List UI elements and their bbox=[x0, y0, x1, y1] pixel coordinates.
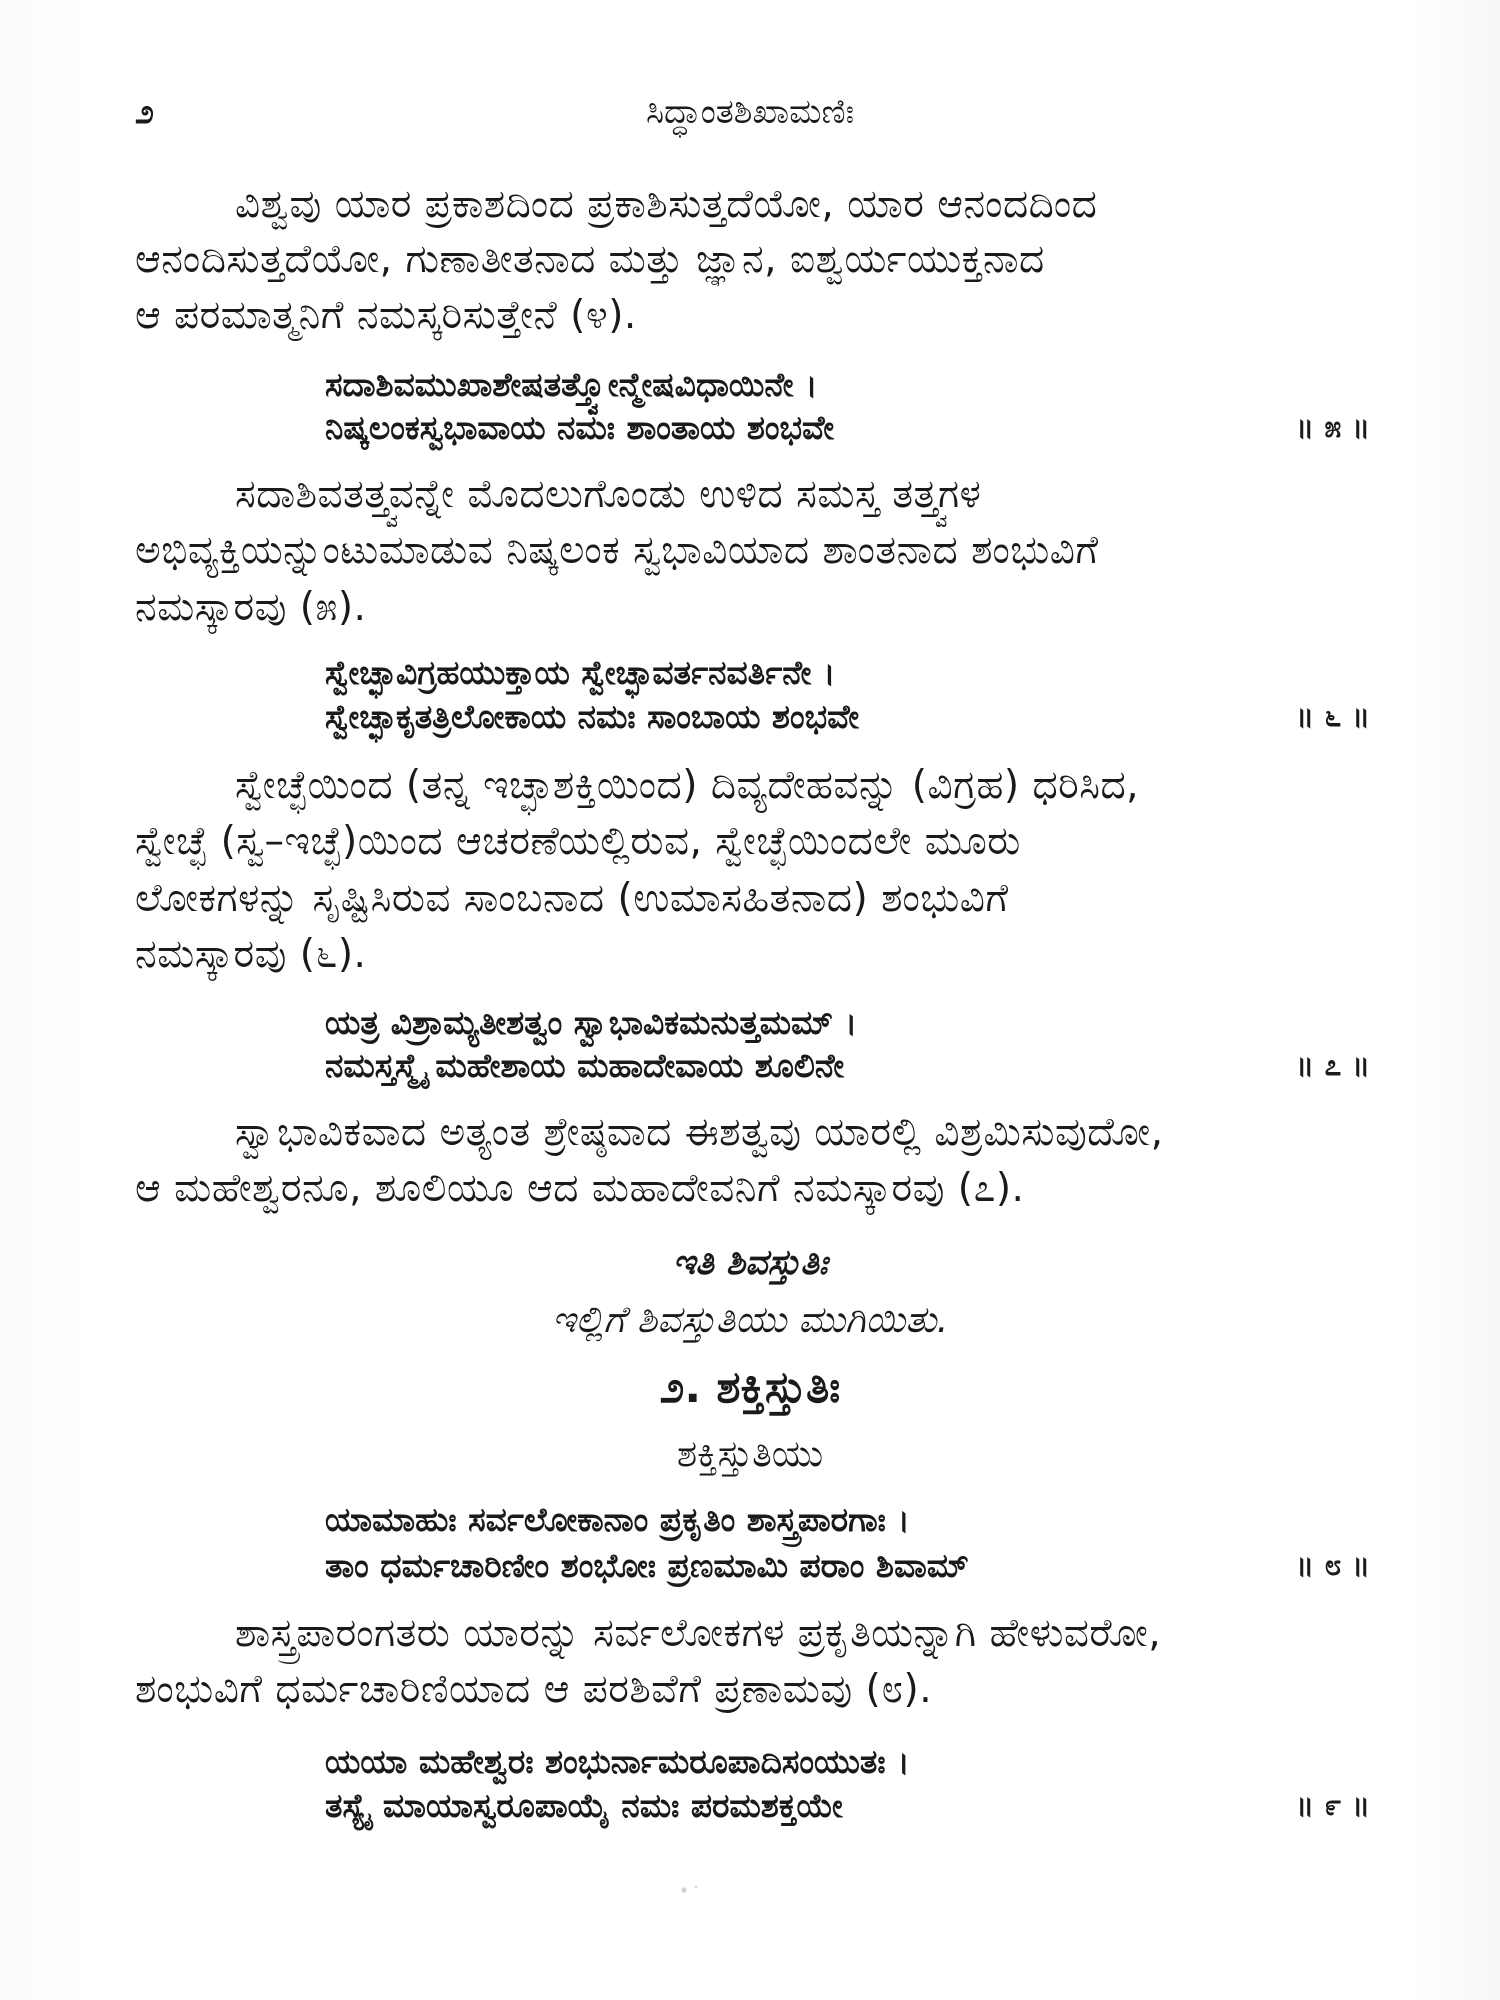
running-title: ಸಿದ್ಧಾಂತಶಿಖಾಮಣಿಃ bbox=[645, 92, 855, 132]
prose-line: ಅಭಿವ್ಯಕ್ತಿಯನ್ನುಂಟುಮಾಡುವ ನಿಷ್ಕಲಂಕ ಸ್ವಭಾವಿಯಾದ ಶಾಂತನಾದ ಶಂಭುವಿಗೆ bbox=[135, 528, 1099, 573]
prose-line: ಸ್ವೇಚ್ಛೆಯಿಂದ (ತನ್ನ ಇಚ್ಛಾಶಕ್ತಿಯಿಂದ) ದಿವ್ಯದೇಹವನ್ನು (ವಿಗ್ರಹ) ಧರಿಸಿದ, bbox=[235, 763, 1140, 808]
section-title: ೨. ಶಕ್ತಿಸ್ತುತಿಃ bbox=[659, 1362, 841, 1413]
verse-number: ॥ ೫ ॥ bbox=[1295, 410, 1370, 445]
prose-line: ಆ ಮಹೇಶ್ವರನೂ, ಶೂಲಿಯೂ ಆದ ಮಹಾದೇವನಿಗೆ ನಮಸ್ಕಾರವು (೭). bbox=[135, 1166, 1025, 1211]
prose-line: ಸ್ವಾಭಾವಿಕವಾದ ಅತ್ಯಂತ ಶ್ರೇಷ್ಠವಾದ ಈಶತ್ವವು ಯಾರಲ್ಲಿ ವಿಶ್ರಮಿಸುವುದೋ, bbox=[235, 1110, 1164, 1155]
section-subtitle: ಶಕ್ತಿಸ್ತುತಿಯು bbox=[676, 1432, 824, 1475]
prose-line: ಆ ಪರಮಾತ್ಮನಿಗೆ ನಮಸ್ಕರಿಸುತ್ತೇನೆ (೪). bbox=[135, 293, 637, 338]
verse-line: ನಮಸ್ತಸ್ಮೈ ಮಹೇಶಾಯ ಮಹಾದೇವಾಯ ಶೂಲಿನೇ bbox=[325, 1046, 845, 1085]
prose-line: ವಿಶ್ವವು ಯಾರ ಪ್ರಕಾಶದಿಂದ ಪ್ರಕಾಶಿಸುತ್ತದೆಯೋ, ಯಾರ ಆನಂದದಿಂದ bbox=[235, 182, 1098, 227]
prose-line: ಲೋಕಗಳನ್ನು ಸೃಷ್ಟಿಸಿರುವ ಸಾಂಬನಾದ (ಉಮಾಸಹಿತನಾದ) ಶಂಭುವಿಗೆ bbox=[135, 876, 1009, 921]
verse-line: ಸ್ವೇಚ್ಛಾಕೃತತ್ರಿಲೋಕಾಯ ನಮಃ ಸಾಂಬಾಯ ಶಂಭವೇ bbox=[325, 697, 860, 736]
verse-number: ॥ ೭ ॥ bbox=[1295, 1048, 1370, 1083]
verse-line: ತಸ್ಯೈ ಮಾಯಾಸ್ವರೂಪಾಯೈ ನಮಃ ಪರಮಶಕ್ತಯೇ bbox=[325, 1786, 843, 1825]
paper-speck bbox=[660, 1875, 720, 1905]
iti-colophon: ಇತಿ ಶಿವಸ್ತುತಿಃ bbox=[672, 1243, 828, 1283]
prose-line: ಶಂಭುವಿಗೆ ಧರ್ಮಚಾರಿಣಿಯಾದ ಆ ಪರಶಿವೆಗೆ ಪ್ರಣಾಮವು (೮). bbox=[135, 1667, 933, 1712]
colophon-translation: ಇಲ್ಲಿಗೆ ಶಿವಸ್ತುತಿಯು ಮುಗಿಯಿತು. bbox=[551, 1298, 949, 1341]
verse-number: ॥ ೬ ॥ bbox=[1295, 699, 1370, 734]
verse-line: ಸ್ವೇಚ್ಛಾವಿಗ್ರಹಯುಕ್ತಾಯ ಸ್ವೇಚ್ಛಾವರ್ತನವರ್ತಿನೇ । bbox=[325, 653, 836, 692]
verse-number: ॥ ೮ ॥ bbox=[1295, 1548, 1370, 1583]
verse-line: ನಿಷ್ಕಲಂಕಸ್ವಭಾವಾಯ ನಮಃ ಶಾಂತಾಯ ಶಂಭವೇ bbox=[325, 408, 835, 447]
prose-line: ಸ್ವೇಚ್ಛೆ (ಸ್ವ–ಇಚ್ಛೆ)ಯಿಂದ ಆಚರಣೆಯಲ್ಲಿರುವ, ಸ್ವೇಚ್ಛೆಯಿಂದಲೇ ಮೂರು bbox=[135, 819, 1021, 864]
prose-line: ಆನಂದಿಸುತ್ತದೆಯೋ, ಗುಣಾತೀತನಾದ ಮತ್ತು ಜ್ಞಾನ, ಐಶ್ವರ್ಯಯುಕ್ತನಾದ bbox=[135, 237, 1045, 282]
prose-line: ನಮಸ್ಕಾರವು (೫). bbox=[135, 585, 367, 630]
verse-line: ಸದಾಶಿವಮುಖಾಶೇಷತತ್ತ್ವೋನ್ಮೇಷವಿಧಾಯಿನೇ । bbox=[325, 365, 818, 404]
prose-line: ಸದಾಶಿವತತ್ತ್ವವನ್ನೇ ಮೊದಲುಗೊಂಡು ಉಳಿದ ಸಮಸ್ತ ತತ್ತ್ವಗಳ bbox=[235, 472, 982, 517]
prose-line: ನಮಸ್ಕಾರವು (೬). bbox=[135, 932, 367, 977]
verse-number: ॥ ೯ ॥ bbox=[1295, 1788, 1370, 1823]
verse-line: ಯಯಾ ಮಹೇಶ್ವರಃ ಶಂಭುರ್ನಾಮರೂಪಾದಿಸಂಯುತಃ । bbox=[325, 1742, 910, 1781]
prose-line: ಶಾಸ್ತ್ರಪಾರಂಗತರು ಯಾರನ್ನು ಸರ್ವಲೋಕಗಳ ಪ್ರಕೃತಿಯನ್ನಾಗಿ ಹೇಳುವರೋ, bbox=[235, 1611, 1162, 1656]
verse-line: ಯತ್ರ ವಿಶ್ರಾಮ್ಯತೀಶತ್ವಂ ಸ್ವಾಭಾವಿಕಮನುತ್ತಮಮ್ । bbox=[325, 1003, 858, 1042]
verse-line: ತಾಂ ಧರ್ಮಚಾರಿಣೀಂ ಶಂಭೋಃ ಪ್ರಣಮಾಮಿ ಪರಾಂ ಶಿವಾಮ್ bbox=[325, 1546, 969, 1585]
verse-line: ಯಾಮಾಹುಃ ಸರ್ವಲೋಕಾನಾಂ ಪ್ರಕೃತಿಂ ಶಾಸ್ತ್ರಪಾರಗಾಃ । bbox=[325, 1500, 910, 1539]
page-number: ೨ bbox=[135, 92, 155, 132]
